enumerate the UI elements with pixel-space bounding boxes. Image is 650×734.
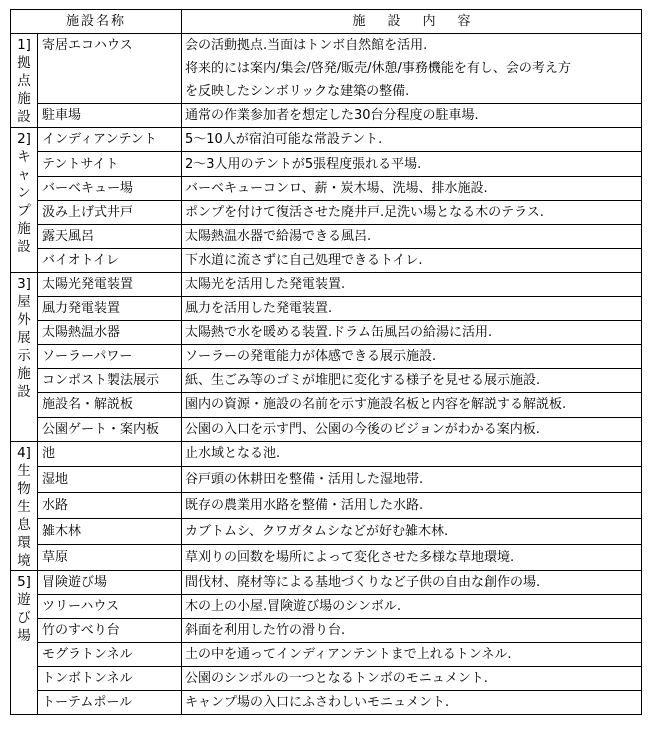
facility-name: インディアンテント xyxy=(38,128,182,152)
facility-name: テントサイト xyxy=(38,152,182,176)
facility-name: 池 xyxy=(38,441,182,467)
table-row xyxy=(11,345,642,369)
category-label xyxy=(11,272,38,441)
category-label-char: 1] xyxy=(17,37,31,53)
category-label-char: 5] xyxy=(17,573,31,590)
category-label-char: 屋 xyxy=(17,293,31,310)
facility-content: 止水域となる池. xyxy=(182,441,642,467)
category-label-char: 設 xyxy=(17,239,31,256)
facility-name: 竹のすべり台 xyxy=(38,618,182,642)
category-label-char: 設 xyxy=(17,109,31,125)
facility-content: 谷戸頭の休耕田を整備・活用した湿地帯. xyxy=(182,467,642,493)
table-row xyxy=(11,152,642,176)
table-row xyxy=(11,618,642,642)
category-label-char: 遊 xyxy=(17,591,31,608)
table-row xyxy=(11,128,642,152)
table-row xyxy=(11,297,642,321)
category-label-char: ャ xyxy=(17,167,31,184)
facility-name: 施設名・解説板 xyxy=(38,393,182,417)
category-label-char: 2] xyxy=(17,131,31,148)
category-label-char: 4] xyxy=(17,444,31,461)
facility-content: 土の中を通ってインディアンテントまで上れるトンネル. xyxy=(182,642,642,666)
table-row xyxy=(11,441,642,467)
facility-name: 太陽光発電装置 xyxy=(38,272,182,296)
category-label-char: 境 xyxy=(17,552,31,569)
table-row xyxy=(11,544,642,570)
facility-name: 公園ゲート・案内板 xyxy=(38,417,182,441)
facility-name: 太陽熱温水器 xyxy=(38,321,182,345)
category-label-char: 拠 xyxy=(17,55,31,71)
facility-name: 寄居エコハウス xyxy=(38,34,182,104)
category-label-char: 息 xyxy=(17,516,31,533)
category-label xyxy=(11,570,38,715)
facility-content: 既存の農業用水路を整備・活用した水路. xyxy=(182,493,642,519)
table-row xyxy=(11,369,642,393)
table-row xyxy=(11,224,642,248)
facility-content: 太陽光を活用した発電装置. xyxy=(182,272,642,296)
facility-name: 露天風呂 xyxy=(38,224,182,248)
facility-content: 公園の入口を示す門、公園の今後のビジョンがわかる案内板. xyxy=(182,417,642,441)
category-label-char: ン xyxy=(17,185,31,202)
table-row xyxy=(11,104,642,128)
facility-content: 2～3人用のテントが5張程度張れる平場. xyxy=(182,152,642,176)
table-row xyxy=(11,176,642,200)
category-label xyxy=(11,128,38,273)
table-row xyxy=(11,417,642,441)
category-label xyxy=(11,34,38,128)
category-label-char: 生 xyxy=(17,498,31,515)
facility-content: 会の活動拠点.当面はトンボ自然館を活用. xyxy=(182,34,642,58)
table-row xyxy=(11,467,642,493)
facility-content: 公園のシンボルの一つとなるトンボのモニュメント. xyxy=(182,666,642,690)
facility-name-header: 施設名称 xyxy=(11,10,182,34)
facility-content: 将来的には案内/集会/啓発/販売/休憩/事務機能を有し、会の考え方 xyxy=(182,57,642,80)
category-label-char: 施 xyxy=(17,221,31,238)
table-row xyxy=(11,691,642,715)
facility-content: 下水道に流さずに自己処理できるトイレ. xyxy=(182,248,642,272)
facility-content: 太陽熱で水を暖める装置.ドラム缶風呂の給湯に活用. xyxy=(182,321,642,345)
category-label-char: 施 xyxy=(17,91,31,107)
category-label-char: 示 xyxy=(17,347,31,364)
category-label-char: 施 xyxy=(17,365,31,382)
facility-name: 水路 xyxy=(38,493,182,519)
table-row xyxy=(11,493,642,519)
category-label-char: 3] xyxy=(17,275,31,292)
category-label-char: 展 xyxy=(17,329,31,346)
facility-name: トーテムポール xyxy=(38,691,182,715)
facility-name: バーベキュー場 xyxy=(38,176,182,200)
category-label-char: キ xyxy=(17,149,31,166)
facility-name: 雑木林 xyxy=(38,518,182,544)
facility-table xyxy=(10,9,642,715)
facility-content-header: 施設内容 xyxy=(182,10,642,34)
facility-content: 風力を活用した発電装置. xyxy=(182,297,642,321)
category-label-char: 外 xyxy=(17,311,31,328)
category-label-char: 生 xyxy=(17,462,31,479)
table-row xyxy=(11,518,642,544)
facility-content: カブトムシ、クワガタムシなどが好む雑木林. xyxy=(182,518,642,544)
category-label-char: 環 xyxy=(17,534,31,551)
facility-content: 5～10人が宿泊可能な常設テント. xyxy=(182,128,642,152)
category-label-char: 物 xyxy=(17,480,31,497)
table-row xyxy=(11,594,642,618)
facility-name: バイオトイレ xyxy=(38,248,182,272)
facility-name: 駐車場 xyxy=(38,104,182,128)
facility-name: 汲み上げ式井戸 xyxy=(38,200,182,224)
facility-content: 紙、生ごみ等のゴミが堆肥に変化する様子を見せる展示施設. xyxy=(182,369,642,393)
table-row xyxy=(11,570,642,594)
category-label-char: プ xyxy=(17,203,31,220)
facility-content: 通常の作業参加者を想定した30台分程度の駐車場. xyxy=(182,104,642,128)
table-row xyxy=(11,200,642,224)
facility-content: キャンプ場の入口にふさわしいモニュメント. xyxy=(182,691,642,715)
facility-content: 草刈りの回数を場所によって変化させた多様な草地環境. xyxy=(182,544,642,570)
category-label-char: 場 xyxy=(17,627,31,644)
table-row xyxy=(11,34,642,58)
table-row xyxy=(11,393,642,417)
facility-name: 草原 xyxy=(38,544,182,570)
facility-content: ポンプを付けて復活させた廃井戸.足洗い場となる木のテラス. xyxy=(182,200,642,224)
facility-content: 木の上の小屋.冒険遊び場のシンボル. xyxy=(182,594,642,618)
category-label-char: 設 xyxy=(17,383,31,400)
table-row xyxy=(11,642,642,666)
facility-content: 間伐材、廃材等による基地づくりなど子供の自由な創作の場. xyxy=(182,570,642,594)
facility-content: 園内の資源・施設の名前を示す施設名板と内容を解説する解説板. xyxy=(182,393,642,417)
table-row xyxy=(11,248,642,272)
facility-name: トンボトンネル xyxy=(38,666,182,690)
facility-name: ソーラーパワー xyxy=(38,345,182,369)
facility-name: 冒険遊び場 xyxy=(38,570,182,594)
facility-name: ツリーハウス xyxy=(38,594,182,618)
facility-name: モグラトンネル xyxy=(38,642,182,666)
table-row xyxy=(11,272,642,296)
facility-content: 斜面を利用した竹の滑り台. xyxy=(182,618,642,642)
facility-content: ソーラーの発電能力が体感できる展示施設. xyxy=(182,345,642,369)
category-label-char: び xyxy=(17,609,31,626)
table-row xyxy=(11,666,642,690)
facility-name: 湿地 xyxy=(38,467,182,493)
facility-content: バーベキューコンロ、薪・炭木場、洗場、排水施設. xyxy=(182,176,642,200)
table-row xyxy=(11,321,642,345)
table-body xyxy=(11,34,642,715)
facility-name: コンポスト製法展示 xyxy=(38,369,182,393)
facility-content: 太陽熱温水器で給湯できる風呂. xyxy=(182,224,642,248)
facility-content: を反映したシンボリックな建築の整備. xyxy=(182,80,642,104)
facility-name: 風力発電装置 xyxy=(38,297,182,321)
category-label xyxy=(11,441,38,570)
category-label-char: 点 xyxy=(17,73,31,89)
table-header-row xyxy=(11,10,642,34)
